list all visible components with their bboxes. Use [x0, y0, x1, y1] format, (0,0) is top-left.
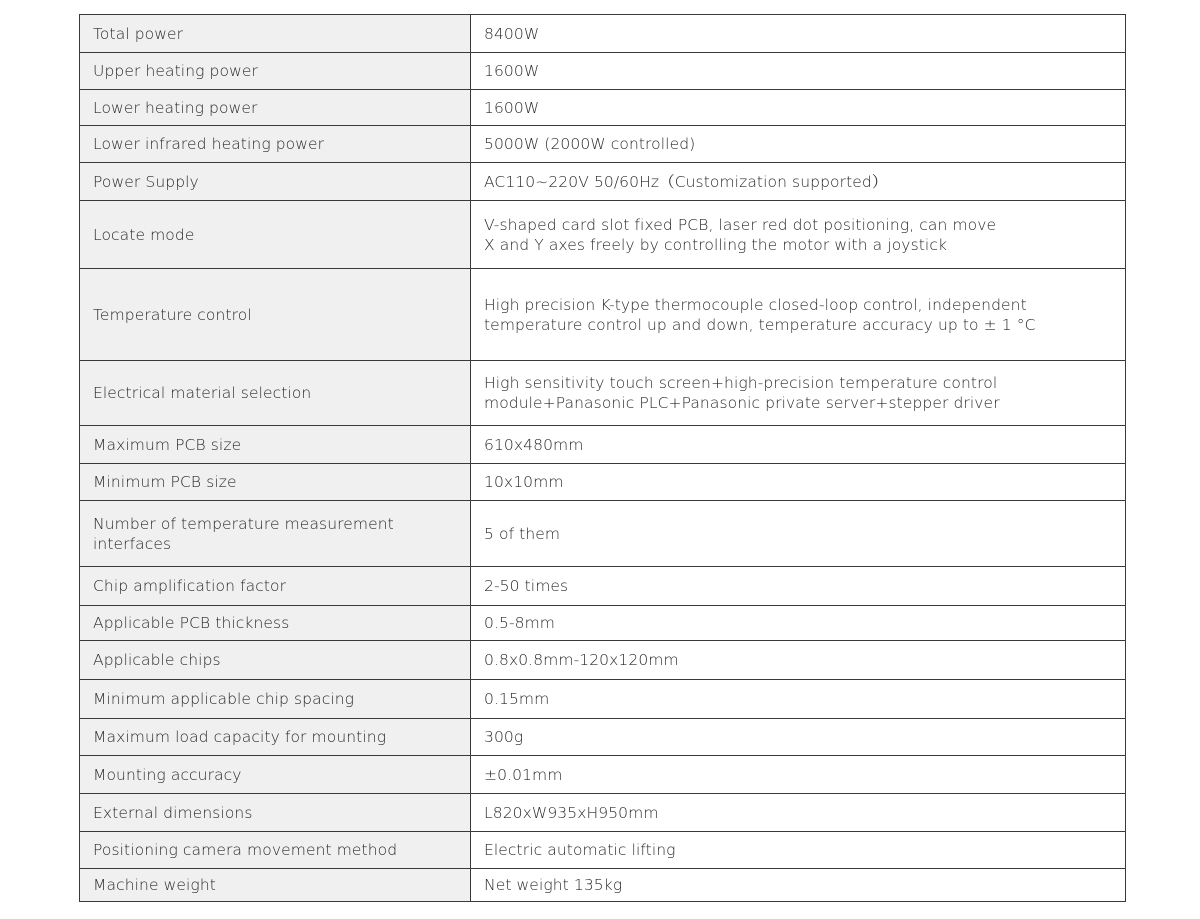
- spec-value: V-shaped card slot fixed PCB, laser red dot positioning, can move X and Y axes freely by controlling the motor with a joystick: [471, 201, 1126, 269]
- spec-value: 10x10mm: [471, 464, 1126, 501]
- spec-value: High precision K-type thermocouple closed-loop control, independent temperature control up and down, temperature accuracy up to ± 1 °C: [471, 269, 1126, 361]
- spec-label: Lower heating power: [80, 90, 471, 126]
- spec-label: Lower infrared heating power: [80, 126, 471, 163]
- spec-label: External dimensions: [80, 794, 471, 832]
- spec-value: 0.8x0.8mm-120x120mm: [471, 641, 1126, 680]
- spec-label: Power Supply: [80, 163, 471, 201]
- spec-label: Maximum PCB size: [80, 426, 471, 464]
- spec-table: [79, 14, 1126, 902]
- spec-label: Total power: [80, 15, 471, 53]
- table-row: [80, 163, 1126, 201]
- table-row: [80, 680, 1126, 719]
- spec-label: Positioning camera movement method: [80, 832, 471, 869]
- spec-label: Upper heating power: [80, 53, 471, 90]
- spec-label: Number of temperature measurement interfaces: [80, 501, 471, 567]
- spec-label: Locate mode: [80, 201, 471, 269]
- table-row: [80, 53, 1126, 90]
- spec-label: Chip amplification factor: [80, 567, 471, 606]
- table-row: [80, 794, 1126, 832]
- spec-value: 5 of them: [471, 501, 1126, 567]
- table-row: [80, 15, 1126, 53]
- table-row: [80, 756, 1126, 794]
- spec-label: Minimum PCB size: [80, 464, 471, 501]
- spec-value: 1600W: [471, 90, 1126, 126]
- table-row: [80, 641, 1126, 680]
- table-row: [80, 201, 1126, 269]
- spec-label: Temperature control: [80, 269, 471, 361]
- spec-value: AC110~220V 50/60Hz（Customization supported）: [471, 163, 1126, 201]
- table-row: [80, 832, 1126, 869]
- table-row: [80, 269, 1126, 361]
- spec-label: Machine weight: [80, 869, 471, 902]
- spec-value: 300g: [471, 719, 1126, 756]
- spec-label: Electrical material selection: [80, 361, 471, 426]
- spec-value: Net weight 135kg: [471, 869, 1126, 902]
- table-row: [80, 869, 1126, 902]
- table-row: [80, 464, 1126, 501]
- spec-value: 0.5-8mm: [471, 606, 1126, 641]
- table-row: [80, 90, 1126, 126]
- spec-label: Minimum applicable chip spacing: [80, 680, 471, 719]
- spec-value: 1600W: [471, 53, 1126, 90]
- spec-label: Applicable chips: [80, 641, 471, 680]
- spec-value: ±0.01mm: [471, 756, 1126, 794]
- spec-label: Applicable PCB thickness: [80, 606, 471, 641]
- spec-value: 5000W (2000W controlled): [471, 126, 1126, 163]
- spec-value: 2-50 times: [471, 567, 1126, 606]
- table-row: [80, 606, 1126, 641]
- spec-value: Electric automatic lifting: [471, 832, 1126, 869]
- table-row: [80, 126, 1126, 163]
- table-row: [80, 719, 1126, 756]
- table-row: [80, 501, 1126, 567]
- table-row: [80, 361, 1126, 426]
- spec-label: Maximum load capacity for mounting: [80, 719, 471, 756]
- spec-value: L820xW935xH950mm: [471, 794, 1126, 832]
- spec-value: 610x480mm: [471, 426, 1126, 464]
- spec-value: 8400W: [471, 15, 1126, 53]
- table-row: [80, 567, 1126, 606]
- table-row: [80, 426, 1126, 464]
- spec-value: 0.15mm: [471, 680, 1126, 719]
- spec-label: Mounting accuracy: [80, 756, 471, 794]
- spec-value: High sensitivity touch screen+high-precision temperature control module+Panasonic PLC+Panasonic private server+stepper driver: [471, 361, 1126, 426]
